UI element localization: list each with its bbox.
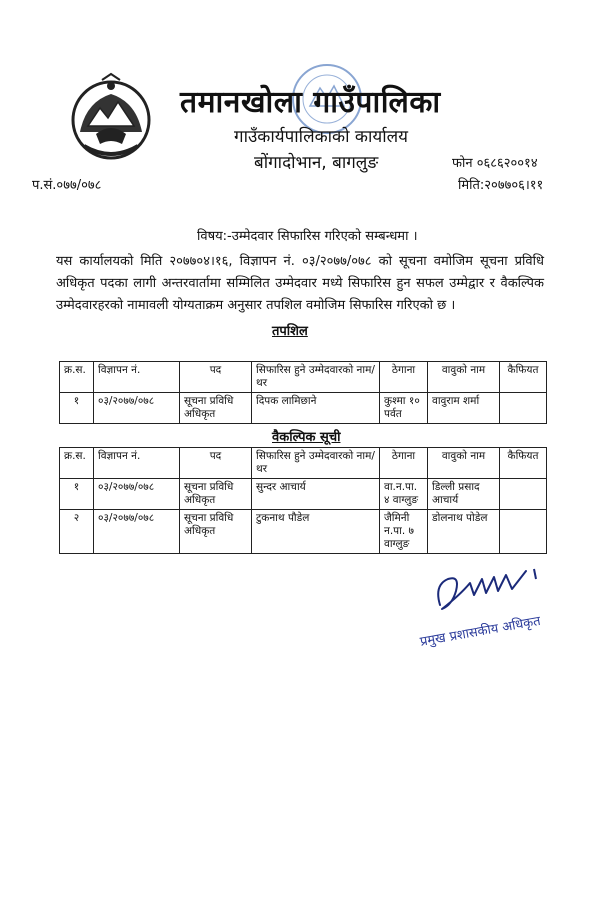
recommendation-table [59, 361, 547, 424]
table-cell: २ [60, 510, 94, 554]
table-cell: १ [60, 393, 94, 424]
header-cell: क्र.स. [60, 448, 94, 479]
table-row [60, 393, 547, 424]
table-cell: सूचना प्रविधि अधिकृत [180, 393, 252, 424]
table-cell: दिपक लामिछाने [252, 393, 380, 424]
header-cell: ठेगाना [380, 448, 428, 479]
table-cell: सूचना प्रविधि अधिकृत [180, 510, 252, 554]
alternate-candidates-table [59, 447, 547, 554]
letter-date: मिति:२०७७०६।११ [458, 178, 544, 193]
header-cell: कैफियत [500, 448, 547, 479]
table-cell: कुश्मा १० पर्वत [380, 393, 428, 424]
table-row [60, 510, 547, 554]
reference-number: प.सं.०७७/०७८ [32, 178, 102, 193]
nepal-emblem-icon [66, 72, 156, 164]
table-cell: १ [60, 479, 94, 510]
subject-line: विषय:-उम्मेदवार सिफारिस गरिएको सम्बन्धमा । [197, 229, 418, 244]
table-row [60, 479, 547, 510]
table-cell: ०३/२०७७/०७८ [94, 393, 180, 424]
phone-number: फोन ०६८६२००१४ [452, 156, 538, 171]
table-cell: सूचना प्रविधि अधिकृत [180, 479, 252, 510]
section-title-alternate-list: वैकल्पिक सूची [272, 430, 341, 445]
header-cell: वावुको नाम [428, 448, 500, 479]
header-cell: सिफारिस हुने उम्मेदवारको नाम/थर [252, 362, 380, 393]
table-cell [500, 479, 547, 510]
table-cell [500, 393, 547, 424]
header-cell: वावुको नाम [428, 362, 500, 393]
header-cell: सिफारिस हुने उम्मेदवारको नाम/थर [252, 448, 380, 479]
table-header-row [60, 362, 547, 393]
header-cell: विज्ञापन नं. [94, 362, 180, 393]
table-header-row [60, 448, 547, 479]
signature-image [430, 565, 550, 615]
table-cell: टुकनाथ पौडेल [252, 510, 380, 554]
table-cell: जैमिनी न.पा. ७ वाग्लुङ [380, 510, 428, 554]
table-cell: ०३/२०७७/०७८ [94, 479, 180, 510]
office-address: बोंगादोभान, बागलुङ [254, 153, 379, 173]
signatory-title: प्रमुख प्रशासकीय अधिकृत [418, 613, 542, 650]
body-paragraph: यस कार्यालयको मिति २०७७०४।१६, विज्ञापन नं. ०३/२०७७/०७८ को सूचना वमोजिम सूचना प्रविधि अधिकृत पदका लागी अन्तरवार्तामा सम्मिलित उम्मेदवार मध्ये सिफारिस हुन सफल उम्मेद्वार र वैकल्पिक उम्मेदवारहरको नामावली योग्यताक्रम अनुसार तपशिल वमोजिम सिफारिस गरिएको छ । [56, 254, 544, 313]
table-cell: ०३/२०७७/०७८ [94, 510, 180, 554]
header-cell: विज्ञापन नं. [94, 448, 180, 479]
org-title: तमानखोला गाउँपालिका [180, 85, 441, 120]
header-cell: पद [180, 448, 252, 479]
table-cell: वावुराम शर्मा [428, 393, 500, 424]
table-cell: वा.न.पा. ४ वाग्लुङ [380, 479, 428, 510]
header-cell: क्र.स. [60, 362, 94, 393]
table-cell [500, 510, 547, 554]
table-cell: डोलनाथ पोडेल [428, 510, 500, 554]
header-cell: कैफियत [500, 362, 547, 393]
header-cell: ठेगाना [380, 362, 428, 393]
header-cell: पद [180, 362, 252, 393]
table-cell: डिल्ली प्रसाद आचार्य [428, 479, 500, 510]
section-title-tapashil: तपशिल [272, 324, 308, 339]
table-cell: सुन्दर आचार्य [252, 479, 380, 510]
office-name: गाउँकार्यपालिकाको कार्यालय [234, 127, 409, 147]
